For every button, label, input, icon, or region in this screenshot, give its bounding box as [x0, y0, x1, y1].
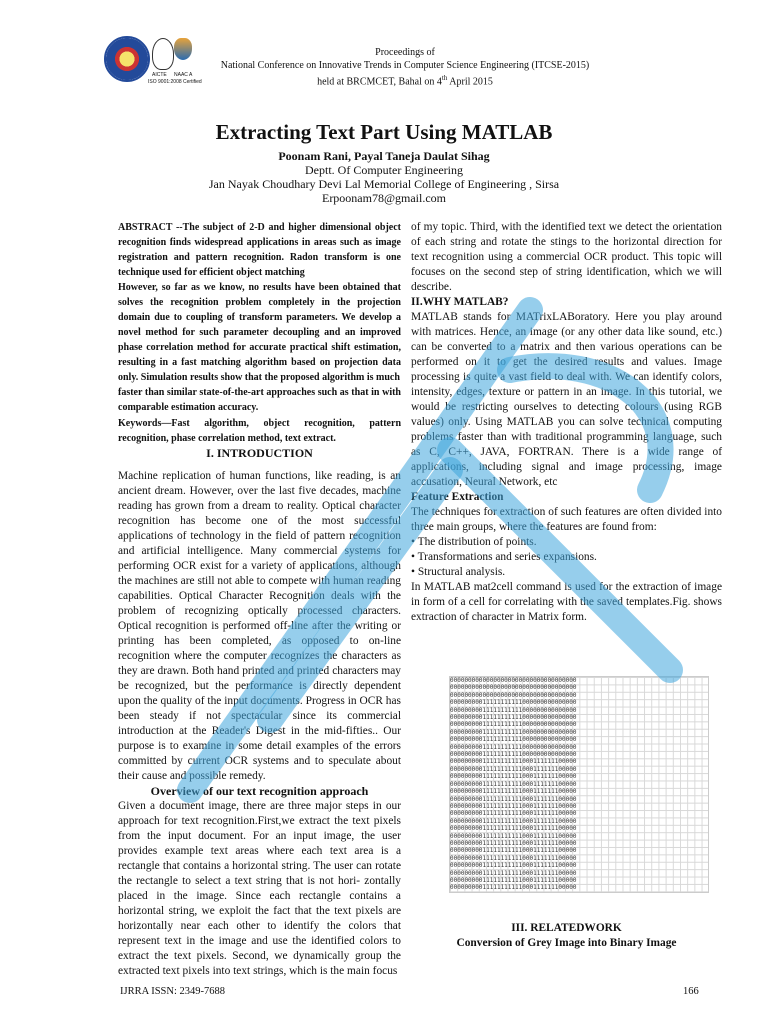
feature-extraction-heading: Feature Extraction	[411, 491, 504, 503]
related-work-heading: III. RELATEDWORK	[511, 922, 622, 934]
proceedings-header	[190, 46, 620, 88]
college-seal-logo	[104, 36, 150, 82]
introduction-paragraph: Machine replication of human functions, like reading, is an ancient dream. However, over the last five decades, machine reading has grown from a dream to reality. Optical character recognition has become one of the most successful applications of technology in the field of pattern recognition and artificial intelligence. Many commercial systems for performing OCR exist for a variety of applications, although the machines are still not able to compete with human reading capabilities. Optical Character Recognition deals with the problem of recognizing optically processed characters. Optical recognition is performed off-line after the writing or printing has been completed, as opposed to on-line recognition where the computer recognizes the characters as they are drawn. Both hand printed and printed characters may be recognized, but the performance is directly dependent upon the quality of the input documents. Progress in OCR has been steady if not spectacular since its commercial introduction at the Reader's Digest in the mid-fifties.. Our purpose is to examine in some detail examples of the errors committed by current OCR systems and to speculate about their cause and possible remedy.	[118, 470, 401, 782]
why-matlab-heading: II.WHY MATLAB?	[411, 296, 509, 308]
author-department: Deptt. Of Computer Engineering	[305, 163, 463, 177]
abstract	[118, 220, 401, 446]
naac-caption: NAAC A	[174, 72, 193, 78]
why-matlab-paragraph: MATLAB stands for MATrixLABoratory. Here you play around with matrices. Hence, an image (or any other data like sound, etc.) can be converted to a matrix and then various operations can be performed on it to get the desired results and values. Image processing is quite a vast field to deal with. We can identify colors, intensity, edges, texture or pattern in an image. In this tutorial, we would be restricting ourselves to detecting colours (using RGB values) only. Using MATLAB you can solve technical computing problems faster than with traditional programming language, such as C, C++, JAVA, FORTRAN. There is a wide range of applications, including signal and image processing, image accusation, Neural Network, etc	[411, 311, 722, 488]
right-column	[411, 220, 722, 625]
author-names: Poonam Rani, Payal Taneja Daulat Sihag	[278, 149, 490, 163]
feature-list-item: • Transformations and series expansions.	[411, 551, 597, 563]
author-block	[0, 149, 768, 205]
author-college: Jan Nayak Choudhary Devi Lal Memorial College of Engineering , Sirsa	[208, 177, 560, 191]
continued-paragraph: of my topic. Third, with the identified text we detect the orientation of each string and rotate the stings to the horizontal direction for text recognition using a commercial OCR product. This topic will focuses on the second step of string identification, which we will describe.	[411, 221, 722, 293]
related-work-section	[411, 921, 722, 951]
aicte-caption: AICTE	[152, 72, 167, 78]
mat2cell-paragraph: In MATLAB mat2cell command is used for the extraction of image in form of a cell for correlating with the saved templates.Fig. shows extraction of character in Matrix form.	[411, 581, 722, 623]
header-line-3	[190, 72, 620, 88]
feature-extraction-paragraph: The techniques for extraction of such features are often divided into three main groups, where the features are found from:	[411, 506, 722, 533]
author-email: Erpoonam78@gmail.com	[321, 191, 447, 205]
header-line-1: Proceedings of	[375, 47, 435, 58]
conference-logos	[104, 36, 202, 86]
header-line-2: National Conference on Innovative Trends in Computer Science Engineering (ITCSE-2015)	[220, 60, 590, 71]
binary-matrix-figure: 00000000000000000000000000000000000 00000000000000000000000000000000000 00000000000000000000000000000000000 00000000011111111111000000000000000 00000000011111111111000000000000000 00000000011111111111000000000000000 00000000011111111111000000000000000 00000000011111111111000000000000000 00000000011111111111000000000000000 00000000011111111111000000000000000 00000000011111111111000000000000000 00000000011111111111000111111100000 00000000011111111111000111111100000 00000000011111111111000111111100000 00000000011111111111000111111100000 00000000011111111111000111111100000 00000000011111111111000111111100000 00000000011111111111000111111100000 00000000011111111111000111111100000 00000000011111111111000111111100000 00000000011111111111000111111100000 00000000011111111111000111111100000 00000000011111111111000111111100000 00000000011111111111000111111100000 00000000011111111111000111111100000 00000000011111111111000111111100000 00000000011111111111000111111100000 00000000011111111111000111111100000 00000000011111111111000111111100000	[449, 676, 709, 893]
related-work-subheading: Conversion of Grey Image into Binary Image	[456, 937, 677, 949]
introduction-heading: I. INTRODUCTION	[206, 446, 313, 460]
iso-caption: ISO 9001:2008 Certified	[148, 79, 202, 85]
header-line-3-text: held at BRCMCET, Bahal on 4	[317, 76, 442, 88]
feature-list-item: • Structural analysis.	[411, 566, 506, 578]
feature-list-item: • The distribution of points.	[411, 536, 537, 548]
abstract-paragraph-2: However, so far as we know, no results have been obtained that solves the recognition problem completely in the projection domain due to coupling of transform parameters. We develop a novel method for such parameter decoupling and an improved phase correlation method for accurate practical shift estimation, resulting in a fast matching algorithm based on projection data only. Simulation results show that the proposed algorithm is much	[118, 282, 401, 383]
header-line-3-end: April 2015	[447, 76, 493, 88]
aicte-logo	[152, 38, 174, 70]
abstract-paragraph-1: ABSTRACT --The subject of 2-D and higher dimensional object recognition finds widespread applications in areas such as image registration and pattern recognition. Radon transform is one technique used for efficient object matching	[118, 222, 401, 278]
overview-heading: Overview of our text recognition approach	[150, 784, 369, 798]
overview-paragraph: Given a document image, there are three major steps in our approach for text recognition.First,we extract the text pixels from the input document. For an input image, the user provides example text areas where each text area is a rectangle that contains a horizontal string. The user can rotate the rectangle to select a text string that is not hori- zontally placed in the image. Since each rectangle contains a horizontal string, we exploit the fact that the text pixels are horizontally near each other to identify the colors that represent text in the image and use the identified colors to extract the text pixels. Second, we dynamically group the extracted text pixels into text strings, which is the main focus	[118, 800, 401, 977]
paper-title: Extracting Text Part Using MATLAB	[215, 120, 553, 144]
keywords: Keywords—Fast algorithm, object recognition, pattern recognition, phase correlation method, text extract.	[118, 418, 401, 444]
footer-page-number: 166	[683, 986, 699, 997]
header-date-superscript: th	[441, 74, 448, 82]
footer-issn: IJRRA ISSN: 2349-7688	[120, 986, 226, 997]
feature-list	[411, 535, 722, 580]
abstract-paragraph-3: faster than similar state-of-the-art approaches such as that in with comparable estimation accuracy.	[118, 387, 401, 413]
left-column	[118, 220, 401, 979]
